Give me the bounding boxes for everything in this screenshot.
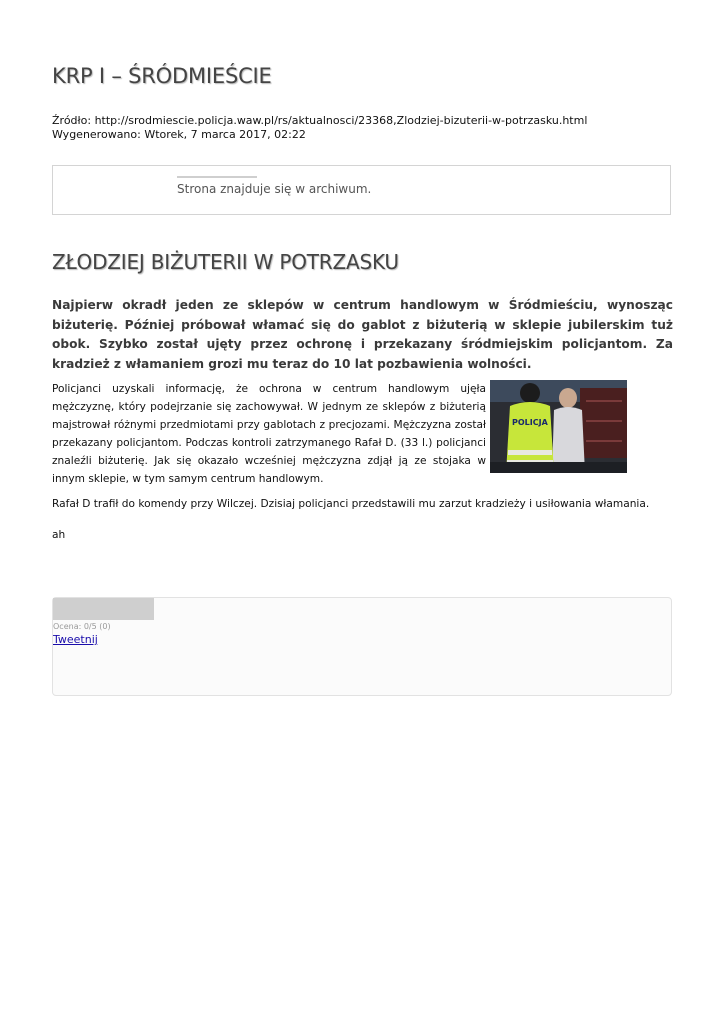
vest-label: POLICJA: [512, 418, 548, 427]
site-title: KRP I – ŚRÓDMIEŚCIE: [52, 64, 272, 88]
rating-text: Ocena: 0/5 (0): [53, 622, 111, 631]
archive-message: Strona znajduje się w archiwum.: [177, 182, 372, 196]
meta-info: [52, 114, 587, 142]
article-title: ZŁODZIEJ BIŻUTERII W POTRZASKU: [52, 250, 399, 274]
article-signature: ah: [52, 529, 66, 541]
tweet-link[interactable]: Tweetnij: [53, 633, 98, 646]
rating-stars-bar[interactable]: [53, 598, 154, 620]
archive-notice: [52, 165, 671, 215]
article-lead: Najpierw okradł jeden ze sklepów w centrum handlowym w Śródmieściu, wynosząc biżuterię. Później próbował włamać się do gablot z biżuterią w sklepie jubilerskim tuż obok. Szybko został ujęty przez ochronę i przekazany śródmiejskim policjantom. Za kradzież z włamaniem grozi mu teraz do 10 lat pozbawienia wolności.: [52, 298, 673, 371]
article-paragraph-2: Rafał D trafił do komendy przy Wilczej. Dzisiaj policjanci przedstawili mu zarzut kradzieży i usiłowania włamania.: [52, 498, 650, 510]
police-photo-image: [490, 380, 627, 473]
article-photo[interactable]: [490, 380, 627, 473]
source-line: Źródło: http://srodmiescie.policja.waw.pl/rs/aktualnosci/23368,Zlodziej-bizuterii-w-potrzasku.html: [52, 114, 588, 127]
generated-line: Wygenerowano: Wtorek, 7 marca 2017, 02:22: [52, 128, 306, 141]
article-paragraph-1: Policjanci uzyskali informację, że ochrona w centrum handlowym ujęła mężczyznę, który podejrzanie się zachowywał. W jednym ze sklepów z biżuterią majstrował różnymi przedmiotami przy gablotach z precjozami. Mężczyzna został przekazany policjantom. Podczas kontroli zatrzymanego Rafał D. (33 l.) policjanci znaleźli biżuterię. Jak się okazało wcześniej mężczyzna zdjął ją ze stojaka w innym sklepie, w tym samym centrum handlowym.: [52, 383, 486, 485]
archive-bar: [177, 176, 257, 178]
rating-box: [52, 597, 672, 696]
